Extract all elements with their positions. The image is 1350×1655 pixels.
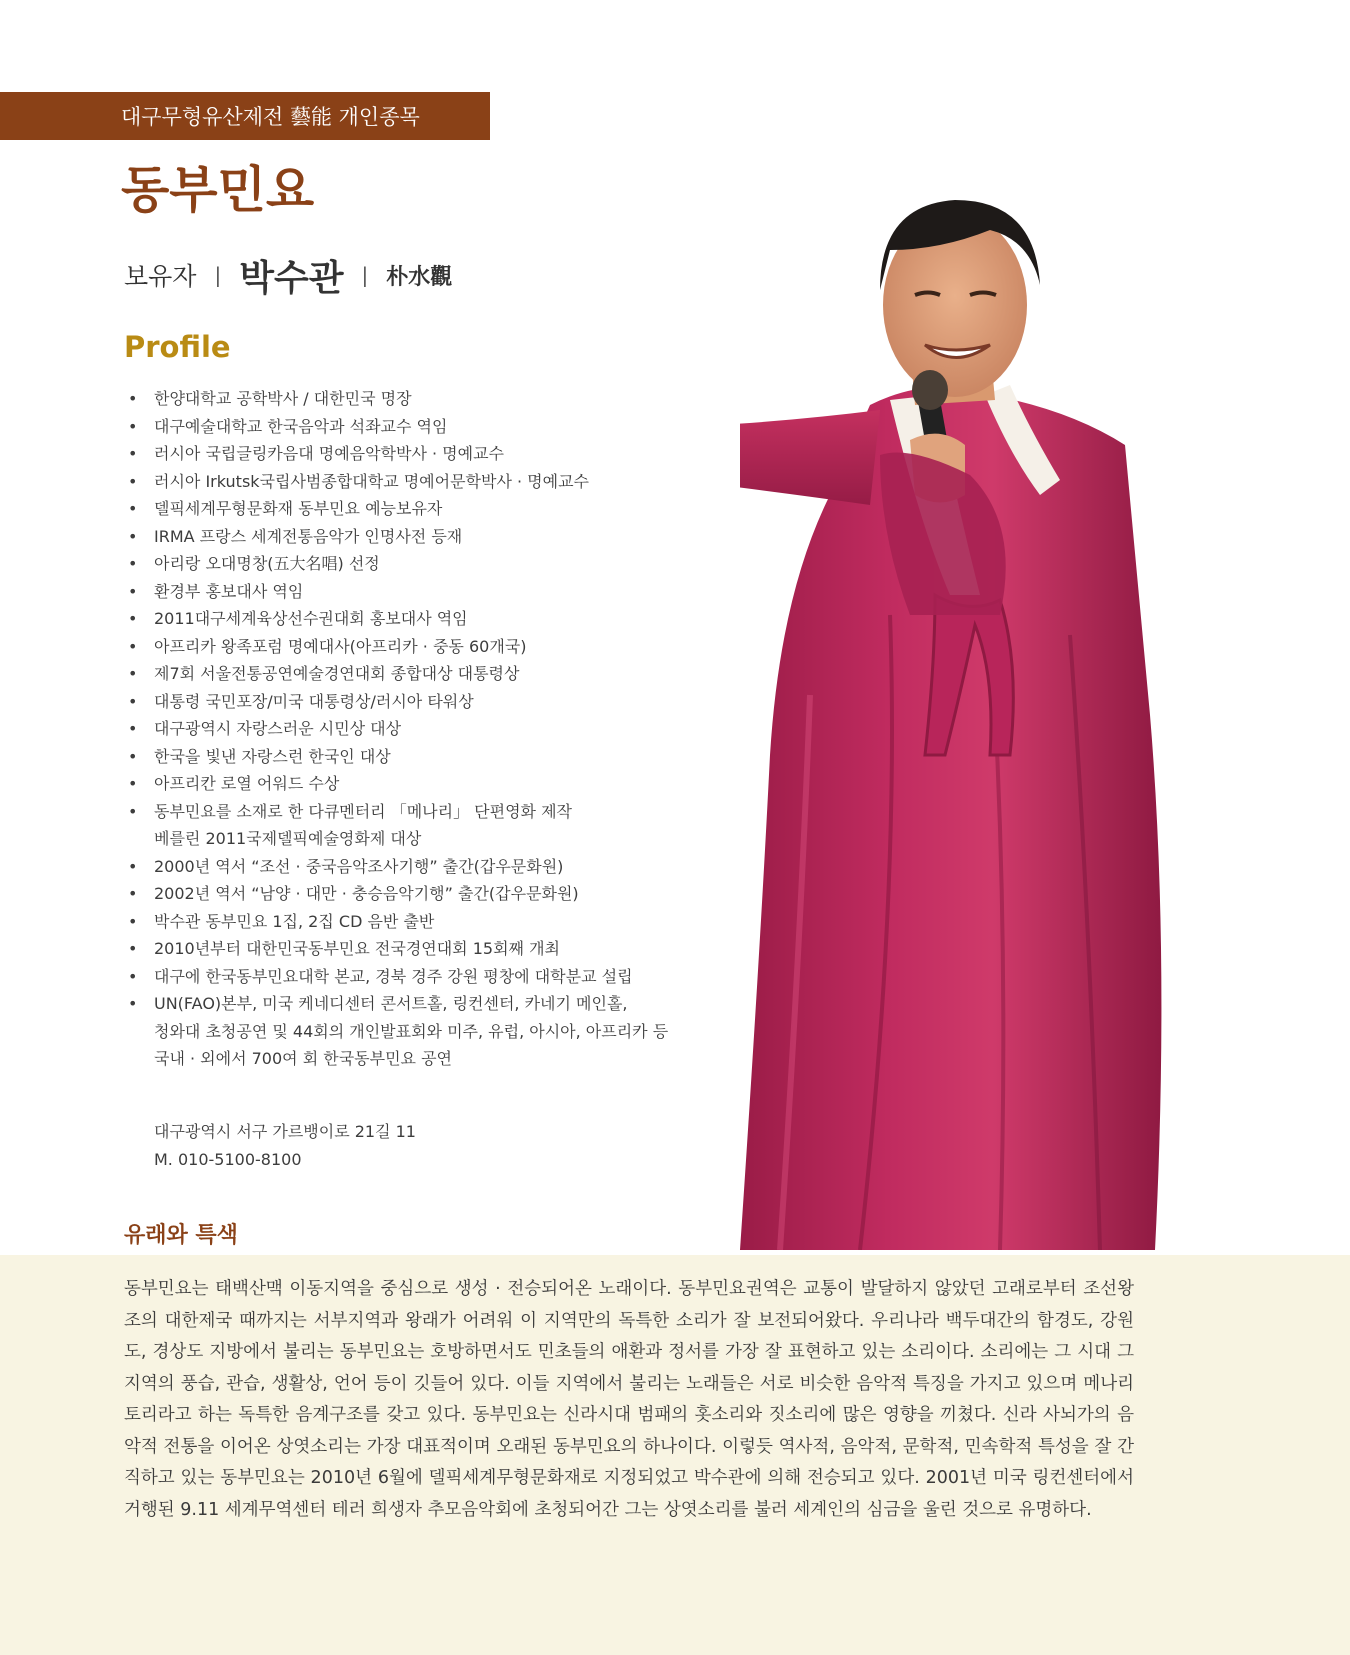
profile-heading: Profile [124,330,231,364]
separator: | [214,263,222,287]
list-item: • 2000년 역서 “조선 · 중국음악조사기행” 출간(갑우문화원) [128,853,748,881]
category-label: 대구무형유산제전 藝能 개인종목 [121,105,420,129]
list-item: • 대구예술대학교 한국음악과 석좌교수 역임 [128,413,748,441]
list-item: • 대구광역시 자랑스러운 시민상 대상 [128,715,748,743]
origin-body-text: 동부민요는 태백산맥 이동지역을 중심으로 생성 · 전승되어온 노래이다. 동부민요권역은 교통이 발달하지 않았던 고래로부터 조선왕조의 대한제국 때까지는 서부지역과 왕래가 어려워 이 지역만의 독특한 소리가 잘 보전되어왔다. 우리나라 백두대간의 함경도, 강원도, 경상도 지방에서 불리는 동부민요는 호방하면서도 민초들의 애환과 정서를 가장 잘 표현하고 있는 소리이다. 소리에는 그 시대 그 지역의 풍습, 관습, 생활상, 언어 등이 깃들어 있다. 이들 지역에서 불리는 노래들은 서로 비슷한 음악적 특징을 가지고 있으며 메나리토리라고 하는 독특한 음계구조를 갖고 있다. 동부민요는 신라시대 범패의 홋소리와 짓소리에 많은 영향을 끼쳤다. 신라 사뇌가의 음악적 전통을 이어온 상엿소리는 가장 대표적이며 오래된 동부민요의 하나이다. 이렇듯 역사적, 음악적, 문학적, 민속학적 특성을 잘 간직하고 있는 동부민요는 2010년 6월에 델픽세계무형문화재로 지정되었고 박수관에 의해 전승되고 있다. 2001년 미국 링컨센터에서 거행된 9.11 세계무역센터 테러 희생자 추모음악회에 초청되어간 그는 상엿소리를 불러 세계인의 심금을 울린 것으로 유명하다. [124,1279,1134,1520]
holder-label: 보유자 [124,262,197,291]
address: 대구광역시 서구 가르뱅이로 21길 11 [154,1122,416,1141]
list-item: • IRMA 프랑스 세계전통음악가 인명사전 등재 [128,523,748,551]
list-item: • 델픽세계무형문화재 동부민요 예능보유자 [128,495,748,523]
list-item-continuation: 베를린 2011국제델픽예술영화제 대상 [154,829,422,848]
list-item: • 2010년부터 대한민국동부민요 전국경연대회 15회째 개최 [128,935,748,963]
holder-line [124,250,452,300]
list-item: • 2002년 역서 “남양 · 대만 · 충승음악기행” 출간(갑우문화원) [128,880,748,908]
contact-info [154,1118,416,1173]
list-item: • 동부민요를 소재로 한 다큐멘터리 「메나리」 단편영화 제작 베를린 2011국제델픽예술영화제 대상 [128,798,748,853]
list-item: • 대통령 국민포장/미국 대통령상/러시아 타워상 [128,688,748,716]
origin-heading: 유래와 특색 [124,1223,238,1248]
performer-photo [740,195,1210,1250]
list-item: • 러시아 국립글링카음대 명예음악학박사 · 명예교수 [128,440,748,468]
list-item: • 한양대학교 공학박사 / 대한민국 명장 [128,385,748,413]
list-item: • 박수관 동부민요 1집, 2집 CD 음반 출반 [128,908,748,936]
list-item: • 제7회 서울전통공연예술경연대회 종합대상 대통령상 [128,660,748,688]
list-item: • 2011대구세계육상선수권대회 홍보대사 역임 [128,605,748,633]
list-item-continuation: 국내 · 외에서 700여 회 한국동부민요 공연 [154,1049,452,1068]
list-item: • 아프리카 왕족포럼 명예대사(아프리카 · 중동 60개국) [128,633,748,661]
list-item: • 아프리칸 로열 어워드 수상 [128,770,748,798]
list-item: • 러시아 Irkutsk국립사범종합대학교 명예어문학박사 · 명예교수 [128,468,748,496]
list-item: • UN(FAO)본부, 미국 케네디센터 콘서트홀, 링컨센터, 카네기 메인홀, 청와대 초청공연 및 44회의 개인발표회와 미주, 유럽, 아시아, 아프리카 등 국내 · 외에서 700여 회 한국동부민요 공연 [128,990,748,1073]
list-item: • 대구에 한국동부민요대학 본교, 경북 경주 강원 평창에 대학분교 설립 [128,963,748,991]
list-item: • 환경부 홍보대사 역임 [128,578,748,606]
list-item-continuation: 청와대 초청공연 및 44회의 개인발표회와 미주, 유럽, 아시아, 아프리카 등 [154,1021,669,1041]
category-header-bar [0,92,490,140]
page-title: 동부민요 [121,161,315,219]
phone-number: M. 010-5100-8100 [154,1149,302,1169]
list-item: • 아리랑 오대명창(五大名唱) 선정 [128,550,748,578]
separator: | [361,263,369,287]
list-item: • 한국을 빛낸 자랑스런 한국인 대상 [128,743,748,771]
holder-name-hanja: 朴水觀 [386,263,453,290]
holder-name: 박수관 [239,256,344,299]
profile-list [128,385,748,1073]
